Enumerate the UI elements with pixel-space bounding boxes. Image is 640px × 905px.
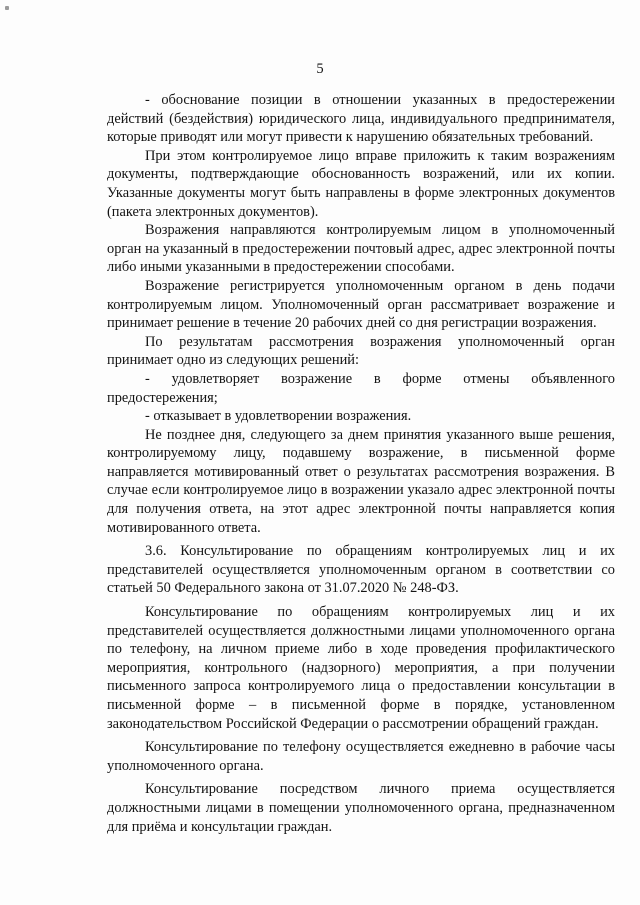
paragraph-objection-grounds: - обоснование позиции в отношении указанных в предостережении действий (бездействия) юридического лица, индивидуального предпринимателя, которые приводят или могут привести к нарушению обязательных требований. xyxy=(107,92,615,146)
page-number: 5 xyxy=(316,61,324,77)
list-item-refuse: - отказывает в удовлетворении возражения. xyxy=(145,408,412,425)
paragraph-section-3-6: 3.6. Консультирование по обращениям контролируемых лиц и их представителей осуществляется уполномоченным органом в соответствии со статьей 50 Федерального закона от 31.07.2020 № 248-ФЗ. xyxy=(107,543,615,597)
paragraph-attach-documents: При этом контролируемое лицо вправе приложить к таким возражениям документы, подтверждающие обоснованность возражений, или их копии. Указанные документы могут быть направлены в форме электронных документов (пакета электронных документов). xyxy=(107,147,615,220)
paragraph-reasoned-response: Не позднее дня, следующего за днем принятия указанного выше решения, контролируемому лицу, подавшему возражение, в письменной форме направляется мотивированный ответ о результатах рассмотрения возражения. В случае если контролируемое лицо в возражении указало адрес электронной почты для получения ответа, на этот адрес электронной почты направляется копия мотивированного ответа. xyxy=(107,426,615,536)
paragraph-objection-submission: Возражения направляются контролируемым лицом в уполномоченный орган на указанный в предостережении почтовый адрес, адрес электронной почты либо иными указанными в предостережении способами. xyxy=(107,222,615,276)
scan-mark xyxy=(5,6,9,10)
paragraph-consultation-methods: Консультирование по обращениям контролируемых лиц и их представителей осуществляется должностными лицами уполномоченного органа по телефону, на личном приеме либо в ходе проведения профилактического мероприятия, контрольного (надзорного) мероприятия, а при получении письменного запроса контролируемого лица о предоставлении консультации в письменной форме – в письменной форме в порядке, установленном законодательством Российской Федерации о рассмотрении обращений граждан. xyxy=(107,604,615,732)
paragraph-personal-consultation: Консультирование посредством личного приема осуществляется должностными лицами в помещении уполномоченного органа, предназначенном для приёма и консультации граждан. xyxy=(107,781,615,835)
paragraph-objection-registration: Возражение регистрируется уполномоченным органом в день подачи контролируемым лицом. Уполномоченный орган рассматривает возражение и принимает решение в течение 20 рабочих дней со дня регистрации возражения. xyxy=(107,277,615,332)
paragraph-phone-consultation: Консультирование по телефону осуществляется ежедневно в рабочие часы уполномоченного органа. xyxy=(107,739,615,774)
paragraph-review-results: По результатам рассмотрения возражения уполномоченный орган принимает одно из следующих решений: xyxy=(107,333,615,369)
document-body xyxy=(107,91,615,836)
list-item-satisfy: - удовлетворяет возражение в форме отмены объявленного предостережения; xyxy=(107,370,615,406)
